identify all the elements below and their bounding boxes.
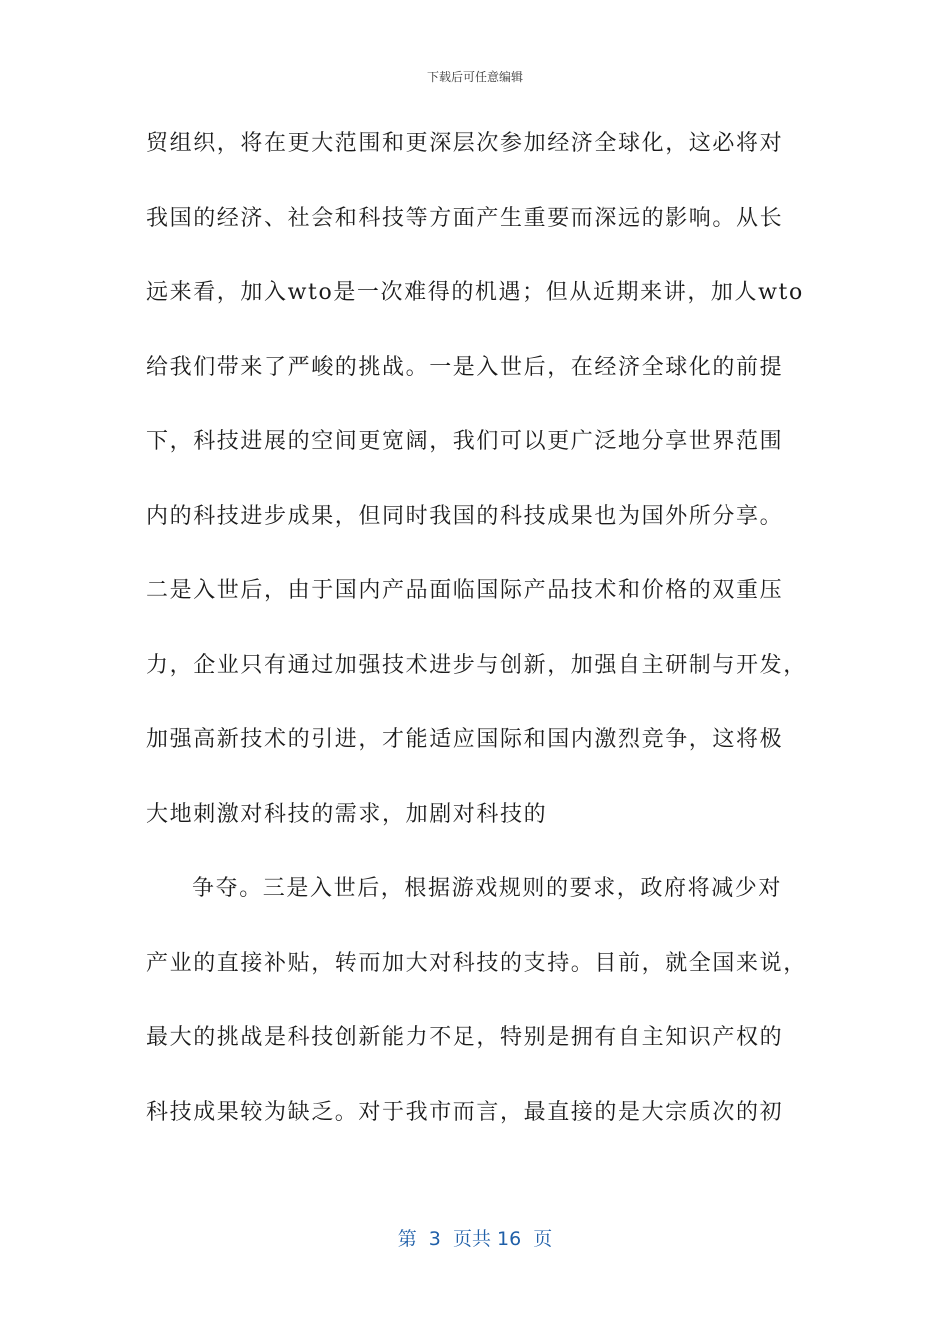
page-header: 下载后可任意编辑 xyxy=(426,70,523,84)
text-line: 我国的经济、社会和科技等方面产生重要而深远的影响。从长 xyxy=(146,205,784,231)
text-line: 加强高新技术的引进，才能适应国际和国内激烈竞争，这将极 xyxy=(146,727,784,752)
text-line: 大地刺激对科技的需求，加剧对科技的 xyxy=(146,801,548,827)
text-line: 力，企业只有通过加强技术进步与创新，加强自主研制与开发， xyxy=(146,652,807,678)
page-number-footer: 第 3 页共 16 页 xyxy=(397,1228,553,1250)
text-line: 内的科技进步成果，但同时我国的科技成果也为国外所分享。 xyxy=(146,503,784,529)
document-body xyxy=(146,122,826,1165)
text-line: 给我们带来了严峻的挑战。一是入世后，在经济全球化的前提 xyxy=(146,354,784,380)
paragraph-start-line: 争夺。三是入世后，根据游戏规则的要求，政府将减少对 xyxy=(192,876,783,901)
text-line: 产业的直接补贴，转而加大对科技的支持。目前，就全国来说， xyxy=(146,950,807,976)
text-line: 最大的挑战是科技创新能力不足，特别是拥有自主知识产权的 xyxy=(146,1025,784,1050)
text-line: 科技成果较为缺乏。对于我市而言，最直接的是大宗质次的初 xyxy=(146,1099,784,1125)
text-line: 贸组织，将在更大范围和更深层次参加经济全球化，这必将对 xyxy=(146,131,784,156)
text-line: 远来看，加入wto是一次难得的机遇；但从近期来讲，加人wto xyxy=(146,280,804,305)
text-line: 下，科技进展的空间更宽阔，我们可以更广泛地分享世界范围 xyxy=(146,429,784,454)
text-line: 二是入世后，由于国内产品面临国际产品技术和价格的双重压 xyxy=(146,578,784,603)
